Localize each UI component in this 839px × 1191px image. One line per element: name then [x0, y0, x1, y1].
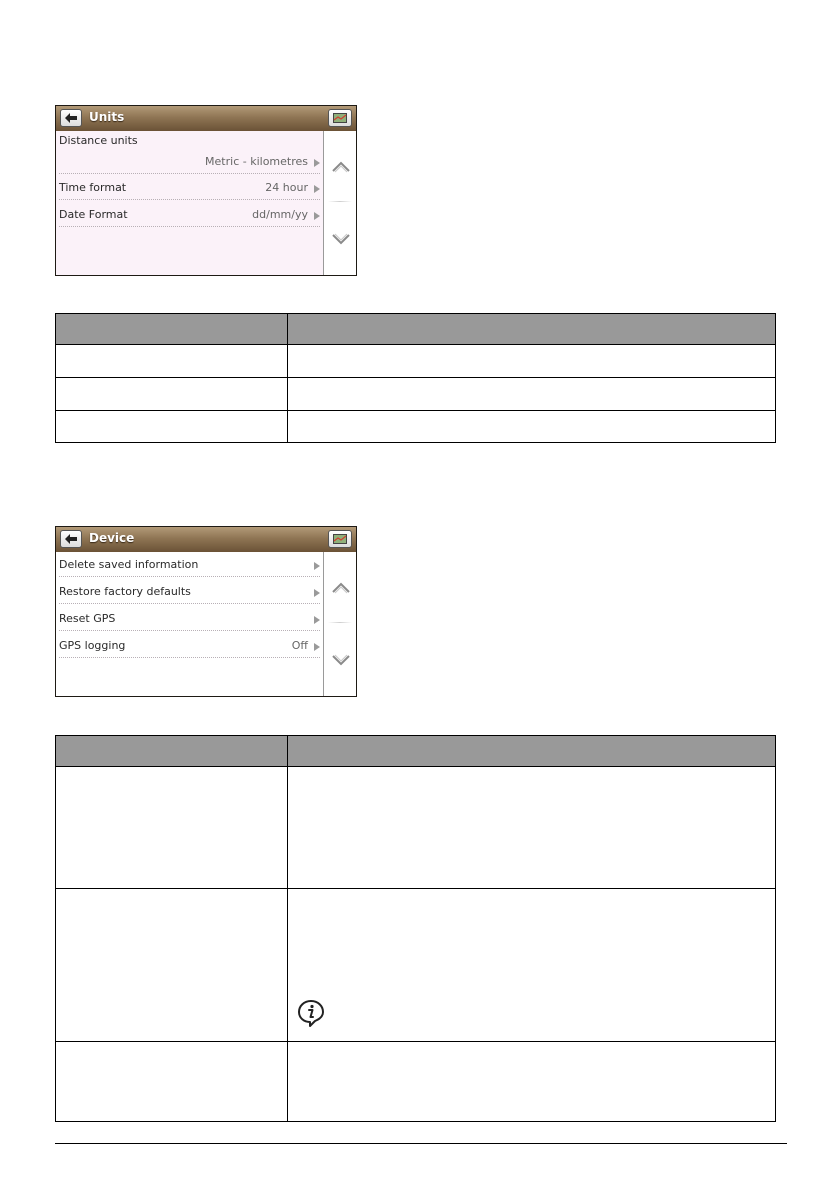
row-value: 24 hour	[265, 181, 308, 194]
units-options-table	[55, 313, 776, 443]
list-item-date-format[interactable]	[59, 204, 320, 227]
map-button[interactable]	[328, 530, 352, 548]
settings-list	[56, 131, 323, 275]
settings-list	[56, 552, 323, 696]
column-divider	[287, 314, 288, 442]
row-label: Date Format	[59, 208, 128, 221]
list-item-gps-logging[interactable]	[59, 635, 320, 658]
chevron-right-icon	[314, 616, 320, 624]
list-item-delete-saved-information[interactable]	[59, 554, 320, 577]
chevron-right-icon	[314, 212, 320, 220]
scroll-column	[323, 552, 356, 696]
list-item-reset-gps[interactable]	[59, 608, 320, 631]
back-button[interactable]	[60, 530, 82, 548]
chevron-down-icon[interactable]	[332, 654, 350, 666]
chevron-right-icon	[314, 159, 320, 167]
device-options-table	[55, 735, 776, 1122]
units-screen	[55, 105, 357, 276]
map-icon	[333, 534, 347, 544]
row-value: dd/mm/yy	[252, 208, 308, 221]
units-titlebar	[56, 106, 356, 132]
chevron-down-icon[interactable]	[332, 233, 350, 245]
scroll-divider	[328, 201, 352, 202]
back-arrow-icon	[64, 533, 78, 545]
scroll-column	[323, 131, 356, 275]
row-divider	[56, 888, 775, 889]
row-label: Delete saved information	[59, 558, 199, 571]
map-icon	[333, 113, 347, 123]
list-item-distance-units[interactable]	[59, 134, 320, 174]
chevron-right-icon	[314, 185, 320, 193]
device-titlebar	[56, 527, 356, 553]
row-label: Distance units	[59, 134, 138, 147]
row-label: Reset GPS	[59, 612, 116, 625]
chevron-right-icon	[314, 643, 320, 651]
page-title: Units	[89, 110, 125, 124]
page-title: Device	[89, 531, 135, 545]
chevron-up-icon[interactable]	[332, 582, 350, 594]
map-button[interactable]	[328, 109, 352, 127]
row-value: Off	[291, 639, 308, 652]
row-value: Metric - kilometres	[205, 155, 308, 168]
chevron-right-icon	[314, 562, 320, 570]
row-divider	[56, 1041, 775, 1042]
scroll-divider	[328, 622, 352, 623]
back-arrow-icon	[64, 112, 78, 124]
table-header	[56, 736, 775, 767]
row-label: GPS logging	[59, 639, 126, 652]
chevron-up-icon[interactable]	[332, 161, 350, 173]
row-divider	[56, 377, 775, 378]
back-button[interactable]	[60, 109, 82, 127]
row-label: Restore factory defaults	[59, 585, 191, 598]
column-divider	[287, 736, 288, 1121]
table-header	[56, 314, 775, 345]
device-screen	[55, 526, 357, 697]
footer-rule	[55, 1143, 787, 1144]
row-label: Time format	[59, 181, 127, 194]
chevron-right-icon	[314, 589, 320, 597]
list-item-restore-factory-defaults[interactable]	[59, 581, 320, 604]
list-item-time-format[interactable]	[59, 177, 320, 200]
info-icon	[297, 999, 325, 1027]
row-divider	[56, 410, 775, 411]
